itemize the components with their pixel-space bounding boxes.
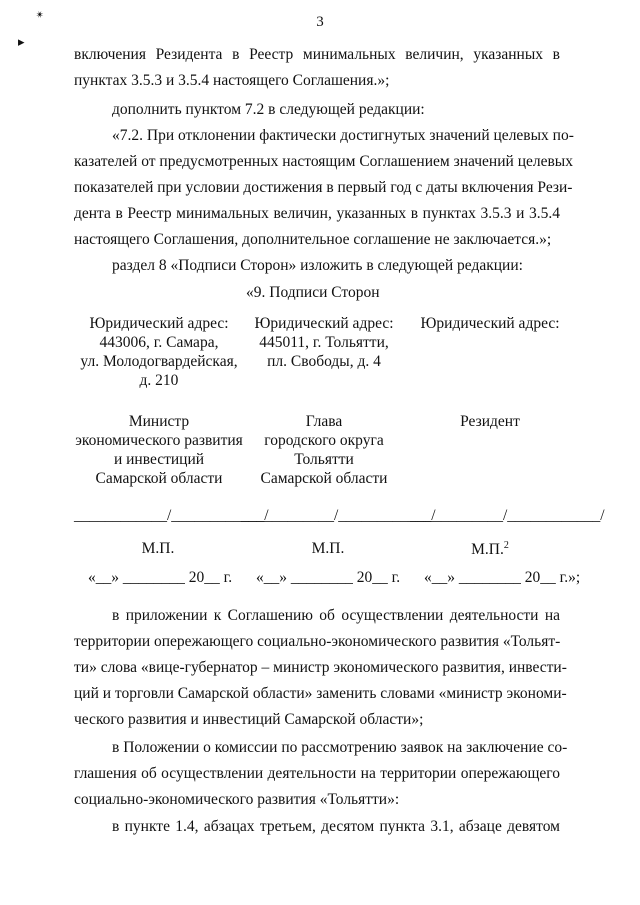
- address-block-city: [244, 314, 404, 371]
- paragraph-line: раздел 8 «Подписи Сторон» изложить в следующей редакции:: [112, 257, 523, 274]
- seal-label-text: М.П.: [471, 541, 504, 559]
- section-heading: «9. Подписи Сторон: [246, 284, 380, 301]
- paragraph-line: ти» слова «вице-губернатор – министр экономического развития, инвести-: [74, 659, 567, 676]
- title-line: Тольятти: [294, 451, 354, 468]
- address-block-resident: [410, 314, 570, 333]
- scan-arrow-icon: ▸: [18, 34, 25, 49]
- seal-label-ministry: М.П.: [141, 540, 175, 557]
- paragraph-line: в Положении о комиссии по рассмотрению заявок на заключение со-: [112, 739, 568, 756]
- date-line-city: «__» ________ 20__ г.: [256, 569, 401, 586]
- address-line: д. 210: [139, 372, 179, 389]
- paragraph-line: казателей от предусмотренных настоящим Соглашением значений целевых: [74, 153, 573, 170]
- title-line: Министр: [128, 413, 190, 430]
- paragraph-line: в приложении к Соглашению об осуществлении деятельности на: [112, 607, 560, 624]
- footnote-marker: 2: [503, 540, 509, 551]
- address-line: 443006, г. Самара,: [99, 334, 219, 351]
- title-line: Резидент: [460, 413, 520, 430]
- title-line: Самарской области: [260, 470, 388, 487]
- title-line: экономического развития: [75, 432, 243, 449]
- title-line: и инвестиций: [113, 451, 205, 468]
- signer-title-city: [244, 412, 404, 488]
- address-line: пл. Свободы, д. 4: [267, 353, 381, 370]
- paragraph-line: в пункте 1.4, абзацах третьем, десятом пункта 3.1, абзаце девятом: [112, 818, 560, 835]
- date-line-resident: «__» ________ 20__ г.»;: [424, 569, 581, 586]
- paragraph-line: территории опережающего социально-экономического развития «Тольят-: [74, 633, 561, 650]
- paragraph-line: глашения об осуществлении деятельности на территории опережающего: [74, 765, 560, 782]
- address-line: Юридический адрес:: [254, 315, 394, 332]
- title-line: городского округа: [264, 432, 384, 449]
- signature-line-ministry: ____________/____________/: [74, 507, 269, 524]
- paragraph-line: дополнить пунктом 7.2 в следующей редакции:: [112, 101, 425, 118]
- address-line: Юридический адрес:: [89, 315, 229, 332]
- signer-title-ministry: [74, 412, 244, 488]
- paragraph-line: показателей при условии достижения в первый год с даты включения Рези-: [74, 179, 573, 196]
- paragraph-line: ций и торговли Самарской области» заменить словами «министр экономи-: [74, 685, 567, 702]
- scan-mark-icon: ✴: [34, 8, 47, 23]
- title-line: Самарской области: [95, 470, 223, 487]
- address-line: ул. Молодогвардейская,: [80, 353, 238, 370]
- paragraph-line: пунктах 3.5.3 и 3.5.4 настоящего Соглашения.»;: [74, 72, 390, 89]
- paragraph-line: «7.2. При отклонении фактически достигнутых значений целевых по-: [112, 127, 574, 144]
- address-line: 445011, г. Тольятти,: [259, 334, 389, 351]
- page-number: 3: [316, 14, 324, 30]
- paragraph-line: ческого развития и инвестиций Самарской области»;: [74, 711, 424, 728]
- address-line: Юридический адрес:: [420, 315, 560, 332]
- paragraph-line: дента в Реестр минимальных величин, указанных в пунктах 3.5.3 и 3.5.4: [74, 205, 560, 222]
- signature-line-resident: ____________/____________/: [410, 507, 605, 524]
- paragraph-line: включения Резидента в Реестр минимальных величин, указанных в: [74, 46, 560, 63]
- date-line-ministry: «__» ________ 20__ г.: [88, 569, 233, 586]
- title-line: Глава: [305, 413, 343, 430]
- signature-line-city: ____________/____________/: [241, 507, 436, 524]
- paragraph-line: настоящего Соглашения, дополнительное соглашение не заключается.»;: [74, 231, 552, 248]
- signer-title-resident: [410, 412, 570, 431]
- seal-label-resident: [410, 540, 570, 559]
- seal-label-city: М.П.: [311, 540, 345, 557]
- paragraph-line: социально-экономического развития «Тольятти»:: [74, 791, 400, 808]
- address-block-ministry: [74, 314, 244, 390]
